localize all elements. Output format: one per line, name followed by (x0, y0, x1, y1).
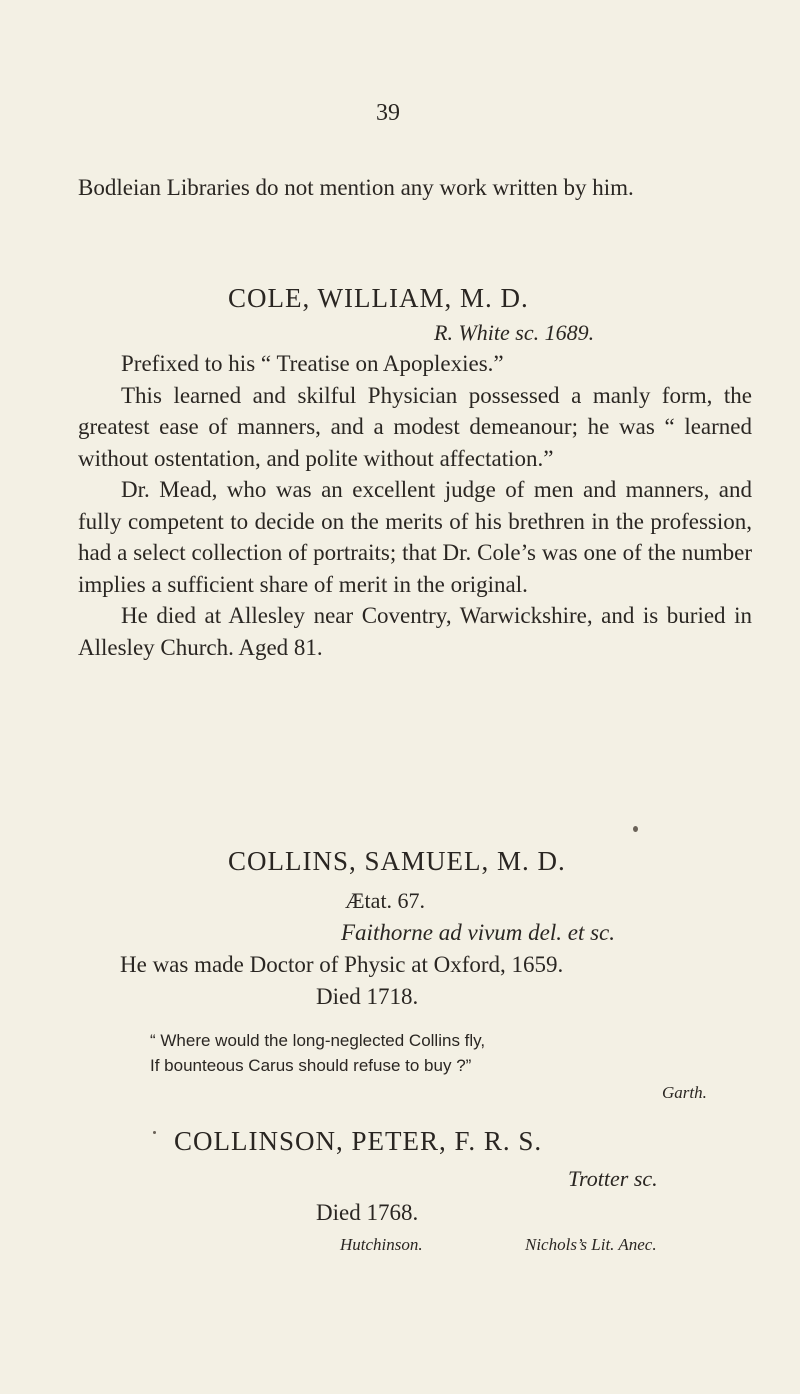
intro-text: Bodleian Libraries do not mention any work written by him. (78, 175, 634, 200)
cole-prefixed: Prefixed to his “ Treatise on Apoplexies.” (121, 351, 504, 376)
ink-speck (153, 1131, 156, 1134)
collins-aetat: Ætat. 67. (345, 888, 426, 913)
cole-heading: COLE, WILLIAM, M. D. (228, 283, 529, 313)
quote-line-1: “ Where would the long-neglected Collins fly, (150, 1031, 486, 1050)
collins-engraver: Faithorne ad vivum del. et sc. (341, 920, 616, 945)
collinson-died: Died 1768. (316, 1200, 419, 1225)
cole-paragraph-2: Dr. Mead, who was an excellent judge of men and manners, and fully competent to decide on the merits of his brethren in the profession, had a select collection of portraits; that Dr. Cole’s was one of the number implies a sufficient share of merit in the original. (78, 477, 752, 597)
quote-author: Garth. (662, 1083, 707, 1102)
collinson-source-1: Hutchinson. (340, 1235, 423, 1254)
collins-doctor-line: He was made Doctor of Physic at Oxford, 1659. (120, 952, 564, 977)
intro-paragraph (78, 172, 752, 204)
cole-paragraph-3: He died at Allesley near Coventry, Warwickshire, and is buried in Allesley Church. Aged 81. (78, 603, 752, 660)
cole-engraver: R. White sc. 1689. (434, 320, 595, 345)
quote-line-2: If bounteous Carus should refuse to buy ?” (150, 1056, 472, 1075)
collins-heading: COLLINS, SAMUEL, M. D. (228, 846, 566, 876)
collins-died: Died 1718. (316, 984, 419, 1009)
collinson-engraver: Trotter sc. (568, 1166, 658, 1191)
cole-body (78, 348, 752, 663)
ink-speck (633, 826, 638, 832)
collinson-heading: COLLINSON, PETER, F. R. S. (174, 1126, 543, 1156)
collinson-source-2: Nichols’s Lit. Anec. (525, 1235, 657, 1254)
cole-paragraph-1: This learned and skilful Physician possessed a manly form, the greatest ease of manners, and a modest demeanour; he was “ learned without ostentation, and polite without affectation.” (78, 382, 752, 471)
garth-quote (150, 1028, 485, 1078)
page-number: 39 (376, 100, 400, 126)
